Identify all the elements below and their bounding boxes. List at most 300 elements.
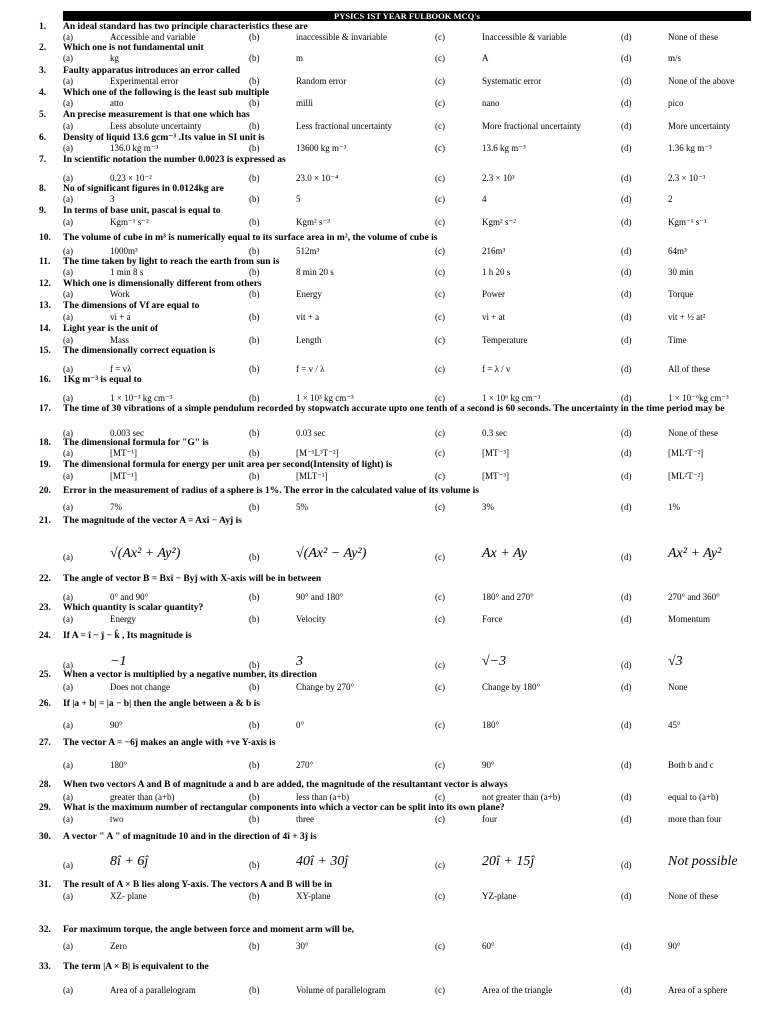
- option-text[interactable]: 90° and 180°: [296, 592, 344, 602]
- question-text: The term |A × B| is equivalent to the: [63, 962, 209, 972]
- option-text[interactable]: f = vλ: [110, 364, 132, 374]
- option-text[interactable]: [MLT⁻¹]: [296, 471, 328, 481]
- option-text[interactable]: 2.3 × 10³: [482, 173, 515, 183]
- option-text[interactable]: 270° and 360°: [668, 592, 720, 602]
- option-letter: (b): [249, 246, 260, 256]
- option-letter: (c): [435, 860, 445, 870]
- option-letter: (c): [435, 53, 445, 63]
- option-letter: (a): [63, 552, 73, 562]
- option-text[interactable]: √(Ax² + Ay²): [110, 546, 181, 561]
- question-number: 33.: [39, 962, 51, 972]
- option-text[interactable]: 3%: [482, 502, 494, 512]
- option-text[interactable]: 180°: [110, 760, 128, 770]
- question-number: 23.: [39, 603, 51, 613]
- option-text[interactable]: vi + at: [482, 312, 506, 322]
- question-number: 6.: [39, 133, 47, 143]
- option-letter: (d): [621, 32, 632, 42]
- option-letter: (b): [249, 814, 260, 824]
- option-letter: (d): [621, 502, 632, 512]
- option-text[interactable]: √−3: [482, 654, 507, 669]
- option-text[interactable]: Accessible and variable: [110, 32, 196, 42]
- option-letter: (c): [435, 335, 445, 345]
- question-text: The time taken by light to reach the earth from sun is: [63, 257, 280, 267]
- option-letter: (c): [435, 760, 445, 770]
- question-number: 18.: [39, 438, 51, 448]
- option-letter: (c): [435, 471, 445, 481]
- question-number: 28.: [39, 780, 51, 790]
- option-text[interactable]: √(Ax² − Ay²): [296, 546, 367, 561]
- question-text: Error in the measurement of radius of a sphere is 1%. The error in the calculated value of its volume is: [63, 486, 479, 496]
- question-text: Which quantity is scalar quantity?: [63, 603, 204, 613]
- option-letter: (c): [435, 76, 445, 86]
- option-letter: (d): [621, 592, 632, 602]
- option-text[interactable]: [MT⁻³]: [482, 448, 509, 458]
- option-letter: (b): [249, 217, 260, 227]
- option-text[interactable]: Area of a sphere: [668, 985, 728, 995]
- option-letter: (d): [621, 393, 632, 403]
- option-letter: (d): [621, 985, 632, 995]
- option-letter: (d): [621, 760, 632, 770]
- question-number: 30.: [39, 832, 51, 842]
- option-text[interactable]: 1000m³: [110, 246, 138, 256]
- option-text[interactable]: XY-plane: [296, 891, 331, 901]
- option-letter: (b): [249, 792, 260, 802]
- option-letter: (c): [435, 393, 445, 403]
- option-letter: (a): [63, 121, 73, 131]
- option-text[interactable]: 45°: [668, 720, 681, 730]
- option-text[interactable]: two: [110, 814, 124, 824]
- option-text[interactable]: 136.0 kg m⁻³: [110, 143, 159, 153]
- option-text[interactable]: 1.36 kg m⁻³: [668, 143, 712, 153]
- question-number: 15.: [39, 346, 51, 356]
- option-text[interactable]: more than four: [668, 814, 722, 824]
- option-letter: (a): [63, 143, 73, 153]
- question-number: 1.: [39, 22, 47, 32]
- option-text[interactable]: 90°: [110, 720, 123, 730]
- option-letter: (a): [63, 76, 73, 86]
- option-text[interactable]: Less fractional uncertainty: [296, 121, 392, 131]
- option-text[interactable]: not greater than (a+b): [482, 792, 561, 802]
- question-number: 20.: [39, 486, 51, 496]
- option-text[interactable]: pico: [668, 98, 684, 108]
- option-letter: (c): [435, 814, 445, 824]
- option-text[interactable]: 13600 kg m⁻³: [296, 143, 347, 153]
- question-text: If |a + b| = |a − b| then the angle between a & b is: [63, 699, 260, 709]
- option-text[interactable]: 1 min 8 s: [110, 267, 144, 277]
- question-number: 16.: [39, 375, 51, 385]
- option-text[interactable]: 0.003 sec: [110, 428, 144, 438]
- option-text[interactable]: f = v / λ: [296, 364, 325, 374]
- option-text[interactable]: less than (a+b): [296, 792, 350, 802]
- option-letter: (a): [63, 660, 73, 670]
- option-text[interactable]: 30 min: [668, 267, 694, 277]
- option-text[interactable]: Time: [668, 335, 687, 345]
- option-text[interactable]: Zero: [110, 941, 127, 951]
- option-text[interactable]: milli: [296, 98, 314, 108]
- option-text[interactable]: Ax² + Ay²: [668, 546, 722, 561]
- option-letter: (b): [249, 312, 260, 322]
- option-letter: (d): [621, 246, 632, 256]
- option-letter: (c): [435, 985, 445, 995]
- option-letter: (d): [621, 143, 632, 153]
- option-text[interactable]: Change by 270°: [296, 682, 355, 692]
- option-text[interactable]: Velocity: [296, 614, 326, 624]
- option-letter: (a): [63, 760, 73, 770]
- option-text[interactable]: Force: [482, 614, 503, 624]
- question-number: 19.: [39, 460, 51, 470]
- option-letter: (a): [63, 941, 73, 951]
- question-text: Faulty apparatus introduces an error called: [63, 66, 241, 76]
- option-letter: (b): [249, 364, 260, 374]
- option-letter: (d): [621, 194, 632, 204]
- option-text[interactable]: Does not change: [110, 682, 170, 692]
- option-letter: (c): [435, 428, 445, 438]
- option-letter: (d): [621, 289, 632, 299]
- option-letter: (d): [621, 217, 632, 227]
- option-text[interactable]: √3: [668, 654, 683, 669]
- option-text[interactable]: Kgm² s⁻³: [296, 217, 330, 227]
- option-text[interactable]: 5%: [296, 502, 308, 512]
- option-letter: (a): [63, 985, 73, 995]
- option-text[interactable]: 7%: [110, 502, 122, 512]
- option-letter: (b): [249, 32, 260, 42]
- option-letter: (d): [621, 312, 632, 322]
- option-letter: (c): [435, 173, 445, 183]
- option-letter: (d): [621, 267, 632, 277]
- option-text[interactable]: m: [296, 53, 304, 63]
- option-text[interactable]: None of these: [668, 891, 718, 901]
- option-letter: (c): [435, 217, 445, 227]
- option-text[interactable]: equal to (a+b): [668, 792, 719, 802]
- option-letter: (a): [63, 98, 73, 108]
- option-letter: (a): [63, 364, 73, 374]
- page-title: PYSICS 1ST YEAR FULBOOK MCQ's: [63, 11, 751, 21]
- option-text[interactable]: [M⁻¹L³T⁻²]: [296, 448, 339, 458]
- option-text[interactable]: [MT⁻¹]: [110, 448, 137, 458]
- option-text[interactable]: greater than (a+b): [110, 792, 175, 802]
- option-text[interactable]: 1 × 10⁻³ kg cm⁻³: [110, 393, 173, 403]
- option-text[interactable]: 0.23 × 10⁻²: [110, 173, 152, 183]
- option-text[interactable]: 5: [296, 194, 301, 204]
- option-text[interactable]: 0° and 90°: [110, 592, 149, 602]
- option-text[interactable]: kg: [110, 53, 119, 63]
- option-text[interactable]: 180°: [482, 720, 500, 730]
- option-letter: (d): [621, 941, 632, 951]
- question-text: An ideal standard has two principle characteristics these are: [63, 22, 308, 32]
- option-text[interactable]: 90°: [668, 941, 681, 951]
- option-letter: (b): [249, 891, 260, 901]
- question-number: 14.: [39, 324, 51, 334]
- question-text: The dimensions of Vf are equal to: [63, 301, 200, 311]
- option-text[interactable]: XZ- plane: [110, 891, 147, 901]
- option-text[interactable]: 1 h 20 s: [482, 267, 511, 277]
- option-letter: (d): [621, 428, 632, 438]
- option-text[interactable]: three: [296, 814, 314, 824]
- option-letter: (c): [435, 246, 445, 256]
- option-text[interactable]: atto: [110, 98, 124, 108]
- option-letter: (c): [435, 194, 445, 204]
- question-number: 4.: [39, 88, 47, 98]
- option-text[interactable]: inaccessible & invariable: [296, 32, 387, 42]
- option-text[interactable]: four: [482, 814, 497, 824]
- question-number: 5.: [39, 110, 47, 120]
- option-text[interactable]: Mass: [110, 335, 130, 345]
- option-text[interactable]: Ax + Ay: [482, 546, 527, 561]
- option-letter: (d): [621, 364, 632, 374]
- option-text[interactable]: Area of the triangle: [482, 985, 553, 995]
- question-number: 22.: [39, 574, 51, 584]
- option-text[interactable]: Not possible: [668, 854, 738, 869]
- option-text[interactable]: 512m³: [296, 246, 320, 256]
- option-letter: (c): [435, 289, 445, 299]
- option-letter: (a): [63, 289, 73, 299]
- question-number: 2.: [39, 43, 47, 53]
- option-letter: (c): [435, 720, 445, 730]
- option-text[interactable]: Energy: [296, 289, 322, 299]
- option-text[interactable]: f = λ / v: [482, 364, 511, 374]
- option-text[interactable]: 1 × 10⁻⁶kg cm⁻³: [668, 393, 729, 403]
- option-text[interactable]: 8 min 20 s: [296, 267, 334, 277]
- question-text: No of significant figures in 0.0124kg are: [63, 184, 224, 194]
- option-text[interactable]: None of these: [668, 32, 718, 42]
- option-text[interactable]: 0°: [296, 720, 305, 730]
- question-text: The dimensional formula for energy per unit area per second(Intensity of light) is: [63, 460, 393, 470]
- question-text: For maximum torque, the angle between force and moment arm will be,: [63, 925, 355, 935]
- option-text[interactable]: 23.0 × 10⁻⁴: [296, 173, 339, 183]
- option-letter: (b): [249, 448, 260, 458]
- option-text[interactable]: 4: [482, 194, 487, 204]
- option-text[interactable]: Kgm⁻¹ s⁻²: [110, 217, 149, 227]
- option-letter: (b): [249, 502, 260, 512]
- question-number: 26.: [39, 699, 51, 709]
- option-letter: (d): [621, 448, 632, 458]
- question-text: An precise measurement is that one which has: [63, 110, 250, 120]
- option-letter: (a): [63, 891, 73, 901]
- option-letter: (d): [621, 614, 632, 624]
- option-letter: (a): [63, 792, 73, 802]
- option-letter: (c): [435, 121, 445, 131]
- question-text: Which one is dimensionally different from others: [63, 279, 262, 289]
- option-letter: (a): [63, 53, 73, 63]
- option-letter: (d): [621, 814, 632, 824]
- question-text: In terms of base unit, pascal is equal to: [63, 206, 221, 216]
- option-letter: (c): [435, 312, 445, 322]
- question-text: The time of 30 vibrations of a simple pendulum recorded by stopwatch accurate upto one tenth of a second is 60 seconds. The uncertainty in the time period may be: [63, 404, 725, 414]
- option-text[interactable]: [ML²T⁻²]: [668, 471, 704, 481]
- question-number: 7.: [39, 155, 47, 165]
- option-letter: (a): [63, 246, 73, 256]
- option-text[interactable]: None of the above: [668, 76, 735, 86]
- option-letter: (b): [249, 194, 260, 204]
- option-letter: (a): [63, 592, 73, 602]
- option-text[interactable]: 8î + 6ĵ: [110, 854, 149, 869]
- option-text[interactable]: YZ-plane: [482, 891, 517, 901]
- option-letter: (a): [63, 720, 73, 730]
- option-text[interactable]: Work: [110, 289, 130, 299]
- option-letter: (a): [63, 814, 73, 824]
- option-text[interactable]: m/s: [668, 53, 682, 63]
- question-text: Density of liquid 13.6 gcm⁻³ .Its value in SI unit is: [63, 133, 265, 143]
- option-text[interactable]: Length: [296, 335, 322, 345]
- option-letter: (b): [249, 143, 260, 153]
- option-letter: (b): [249, 592, 260, 602]
- option-text[interactable]: Temperature: [482, 335, 528, 345]
- option-text[interactable]: 13.6 kg m⁻³: [482, 143, 526, 153]
- option-text[interactable]: More uncertainty: [668, 121, 731, 131]
- option-text[interactable]: [MT⁻¹]: [110, 471, 137, 481]
- option-letter: (c): [435, 891, 445, 901]
- option-letter: (d): [621, 682, 632, 692]
- option-text[interactable]: [MT⁻³]: [482, 471, 509, 481]
- option-letter: (b): [249, 720, 260, 730]
- option-text[interactable]: None of these: [668, 428, 718, 438]
- question-number: 32.: [39, 925, 51, 935]
- option-text[interactable]: Power: [482, 289, 505, 299]
- option-text[interactable]: vit + a: [296, 312, 320, 322]
- option-text[interactable]: vit + ½ at²: [668, 312, 706, 322]
- option-letter: (a): [63, 860, 73, 870]
- option-letter: (c): [435, 552, 445, 562]
- option-letter: (a): [63, 312, 73, 322]
- option-text[interactable]: 60°: [482, 941, 495, 951]
- option-text[interactable]: A: [482, 53, 489, 63]
- option-letter: (c): [435, 267, 445, 277]
- option-letter: (a): [63, 194, 73, 204]
- option-letter: (d): [621, 98, 632, 108]
- option-text[interactable]: More fractional uncertainty: [482, 121, 581, 131]
- question-number: 21.: [39, 516, 51, 526]
- option-text[interactable]: Less absolute uncertainty: [110, 121, 202, 131]
- option-letter: (a): [63, 393, 73, 403]
- option-letter: (b): [249, 860, 260, 870]
- option-letter: (b): [249, 985, 260, 995]
- option-text[interactable]: All of these: [668, 364, 710, 374]
- option-text[interactable]: Kgm² s⁻²: [482, 217, 516, 227]
- option-text[interactable]: 1 × 10³ kg cm⁻³: [296, 393, 354, 403]
- option-letter: (a): [63, 471, 73, 481]
- option-letter: (b): [249, 121, 260, 131]
- option-letter: (c): [435, 660, 445, 670]
- option-letter: (d): [621, 121, 632, 131]
- option-letter: (b): [249, 173, 260, 183]
- option-text[interactable]: [ML²T⁻²]: [668, 448, 704, 458]
- question-text: The dimensional formula for "G" is: [63, 438, 209, 448]
- option-letter: (c): [435, 502, 445, 512]
- question-text: The vector A = −6ĵ makes an angle with +ve Y-axis is: [63, 738, 276, 748]
- option-text[interactable]: Area of a parallelogram: [110, 985, 196, 995]
- option-text[interactable]: None: [668, 682, 688, 692]
- option-letter: (b): [249, 335, 260, 345]
- option-text[interactable]: Volume of parallelogram: [296, 985, 386, 995]
- option-text[interactable]: Random error: [296, 76, 347, 86]
- option-letter: (c): [435, 592, 445, 602]
- option-text[interactable]: 64m³: [668, 246, 687, 256]
- option-letter: (a): [63, 502, 73, 512]
- option-text[interactable]: Inaccessible & variable: [482, 32, 567, 42]
- question-number: 27.: [39, 738, 51, 748]
- question-text: Which one of the following is the least sub multiple: [63, 88, 270, 98]
- option-letter: (b): [249, 660, 260, 670]
- option-text[interactable]: 20î + 15ĵ: [482, 854, 535, 869]
- question-text: The angle of vector B = Bxî − Byĵ with X-axis will be in between: [63, 574, 322, 584]
- option-letter: (c): [435, 792, 445, 802]
- option-text[interactable]: Systematic error: [482, 76, 542, 86]
- option-text[interactable]: 30°: [296, 941, 309, 951]
- option-text[interactable]: Torque: [668, 289, 694, 299]
- option-letter: (a): [63, 614, 73, 624]
- option-letter: (a): [63, 335, 73, 345]
- option-letter: (d): [621, 792, 632, 802]
- option-letter: (c): [435, 682, 445, 692]
- option-text[interactable]: Experimental error: [110, 76, 179, 86]
- question-text: 1Kg m⁻³ is equal to: [63, 375, 142, 385]
- option-text[interactable]: Kgm⁻¹ s⁻¹: [668, 217, 707, 227]
- option-text[interactable]: 1 × 10⁶ kg cm⁻³: [482, 393, 541, 403]
- option-text[interactable]: 1%: [668, 502, 680, 512]
- option-letter: (c): [435, 614, 445, 624]
- option-text[interactable]: Both b and c: [668, 760, 714, 770]
- option-text[interactable]: 0.03 sec: [296, 428, 326, 438]
- option-text[interactable]: 3: [110, 194, 115, 204]
- option-letter: (c): [435, 32, 445, 42]
- option-text[interactable]: 270°: [296, 760, 314, 770]
- option-letter: (c): [435, 448, 445, 458]
- option-text[interactable]: −1: [110, 654, 127, 669]
- option-text[interactable]: vi + a: [110, 312, 131, 322]
- option-text[interactable]: 216m³: [482, 246, 506, 256]
- question-text: The magnitude of the vector A = Axî − Ayĵ is: [63, 516, 242, 526]
- question-number: 29.: [39, 803, 51, 813]
- question-number: 3.: [39, 66, 47, 76]
- option-letter: (b): [249, 552, 260, 562]
- option-letter: (d): [621, 720, 632, 730]
- option-letter: (b): [249, 393, 260, 403]
- option-text[interactable]: Change by 180°: [482, 682, 541, 692]
- option-letter: (b): [249, 53, 260, 63]
- option-text[interactable]: 2: [668, 194, 673, 204]
- option-text[interactable]: 3: [296, 654, 303, 669]
- option-text[interactable]: nano: [482, 98, 500, 108]
- option-letter: (a): [63, 428, 73, 438]
- option-letter: (b): [249, 614, 260, 624]
- option-letter: (b): [249, 682, 260, 692]
- option-letter: (a): [63, 173, 73, 183]
- option-letter: (b): [249, 289, 260, 299]
- option-letter: (c): [435, 143, 445, 153]
- option-letter: (a): [63, 448, 73, 458]
- question-number: 25.: [39, 670, 51, 680]
- option-letter: (b): [249, 471, 260, 481]
- option-letter: (d): [621, 860, 632, 870]
- option-letter: (b): [249, 941, 260, 951]
- option-text[interactable]: 40î + 30ĵ: [296, 854, 349, 869]
- option-text[interactable]: Energy: [110, 614, 136, 624]
- option-letter: (c): [435, 98, 445, 108]
- option-letter: (b): [249, 98, 260, 108]
- option-letter: (d): [621, 891, 632, 901]
- option-text[interactable]: 90°: [482, 760, 495, 770]
- question-number: 13.: [39, 301, 51, 311]
- option-letter: (d): [621, 53, 632, 63]
- option-letter: (d): [621, 552, 632, 562]
- option-text[interactable]: 0.3 sec: [482, 428, 507, 438]
- option-text[interactable]: Momentum: [668, 614, 710, 624]
- option-text[interactable]: 180° and 270°: [482, 592, 534, 602]
- option-text[interactable]: 2.3 × 10⁻³: [668, 173, 706, 183]
- question-text: When a vector is multiplied by a negative number, its direction: [63, 670, 317, 680]
- option-letter: (a): [63, 217, 73, 227]
- question-number: 31.: [39, 880, 51, 890]
